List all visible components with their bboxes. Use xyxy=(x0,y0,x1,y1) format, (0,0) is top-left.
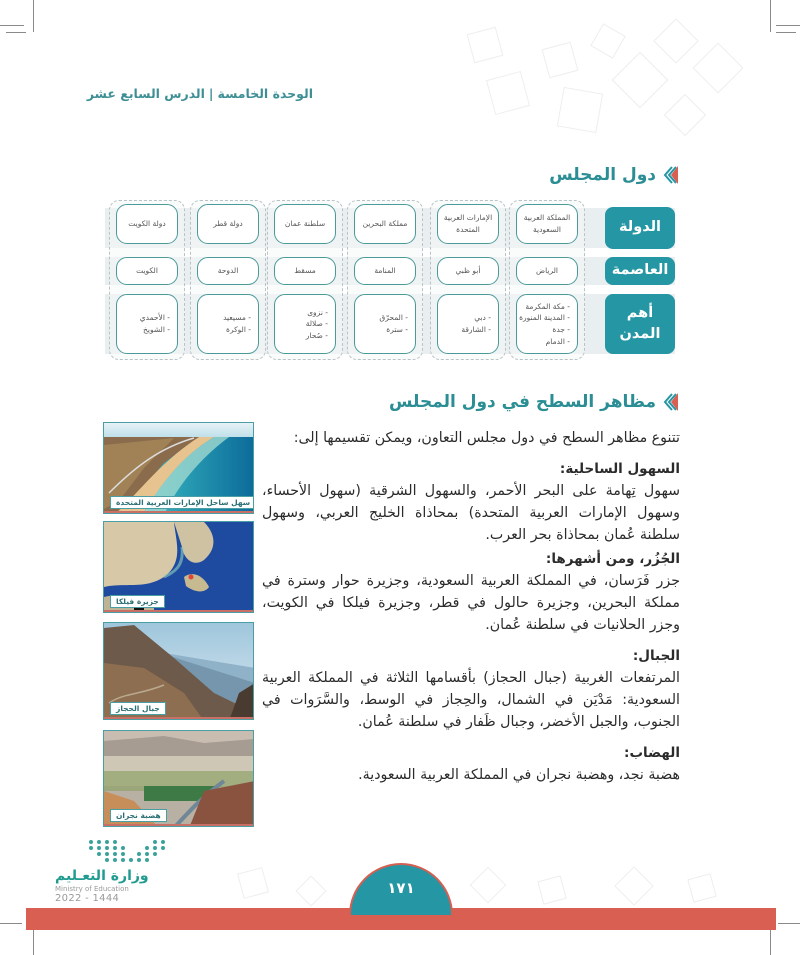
ministry-dots-emblem xyxy=(89,840,175,862)
ministry-logo xyxy=(55,840,175,904)
emblem-dot xyxy=(97,852,101,856)
crop-mark xyxy=(778,923,800,924)
emblem-dot xyxy=(145,852,149,856)
country-cell: سلطنة عمان xyxy=(274,204,336,244)
emblem-dot xyxy=(169,852,173,856)
coastal-plain-photo xyxy=(103,422,254,514)
emblem-dot xyxy=(137,846,141,850)
emblem-dot xyxy=(129,846,133,850)
lesson-label: الدرس السابع عشر xyxy=(86,86,205,101)
surface-section-title xyxy=(389,392,678,412)
capital-cell: أبو ظبي xyxy=(437,257,499,285)
city-item: - الوكرة xyxy=(226,325,251,334)
cities-cell xyxy=(116,294,178,354)
ministry-name-en: Ministry of Education xyxy=(55,885,129,893)
running-header xyxy=(86,86,313,101)
emblem-dot xyxy=(105,858,109,862)
emblem-dot xyxy=(89,840,93,844)
cities-cell xyxy=(197,294,259,354)
city-item: - الشارقة xyxy=(461,325,491,334)
city-item: - دبي xyxy=(474,313,491,323)
country-cell: الإمارات العربية المتحدة xyxy=(437,204,499,244)
emblem-dot xyxy=(169,846,173,850)
emblem-dot xyxy=(137,858,141,862)
emblem-dot xyxy=(153,852,157,856)
header-separator: | xyxy=(208,86,214,101)
page-number: ١٧١ xyxy=(387,879,415,897)
emblem-dot xyxy=(97,858,101,862)
emblem-dot xyxy=(105,840,109,844)
city-item: - صُحار xyxy=(305,330,328,340)
emblem-dot xyxy=(145,858,149,862)
emblem-dot xyxy=(105,846,109,850)
capital-cell: الدوحة xyxy=(197,257,259,285)
emblem-dot xyxy=(105,852,109,856)
emblem-dot xyxy=(113,840,117,844)
city-item: - الشويخ xyxy=(143,325,170,334)
emblem-dot xyxy=(113,846,117,850)
city-item: - مكة المكرمة xyxy=(525,301,570,311)
crop-mark xyxy=(0,25,24,26)
photo-accent xyxy=(104,717,253,719)
paragraph-coastal-plains: سهول تِهامة على البحر الأحمر، والسهول الشرقية (سهول الأحساء، وسهول الإمارات العربية المتحدة) بمحاذاة الخليج العربي، وسهول سلطنة عُمان بمحاذاة بحر العرب. xyxy=(262,483,680,543)
emblem-dot xyxy=(129,852,133,856)
gcc-title-text: دول المجلس xyxy=(549,165,656,185)
emblem-dot xyxy=(137,852,141,856)
photo-accent xyxy=(104,824,253,826)
cities-cell xyxy=(516,294,578,354)
city-item: - صلالة xyxy=(305,319,328,329)
row-header-country: الدولة xyxy=(605,207,675,249)
emblem-dot xyxy=(161,840,165,844)
surface-body xyxy=(262,427,680,786)
paragraph-plateaus: هضبة نجد، وهضبة نجران في المملكة العربية السعودية. xyxy=(358,767,680,783)
unit-label: الوحدة الخامسة xyxy=(217,86,313,101)
city-item: - الأحمدي xyxy=(139,313,170,323)
emblem-dot xyxy=(169,840,173,844)
crop-mark xyxy=(776,32,796,33)
crop-mark xyxy=(770,930,771,955)
page-number-badge xyxy=(349,863,453,915)
row-header-cities: أهم المدن xyxy=(605,294,675,354)
emblem-dot xyxy=(121,858,125,862)
emblem-dot xyxy=(145,846,149,850)
emblem-dot xyxy=(137,840,141,844)
cities-cell xyxy=(354,294,416,354)
capital-cell: الرياض xyxy=(516,257,578,285)
capital-cell: المنامة xyxy=(354,257,416,285)
emblem-dot xyxy=(89,852,93,856)
emblem-dot xyxy=(97,846,101,850)
heading-coastal-plains: السهول الساحلية: xyxy=(559,461,680,477)
double-chevron-left-icon xyxy=(662,393,678,411)
emblem-dot xyxy=(153,840,157,844)
crop-mark xyxy=(776,25,800,26)
island-map-photo xyxy=(103,521,254,613)
emblem-dot xyxy=(97,840,101,844)
emblem-dot xyxy=(129,858,133,862)
city-item: - جدة xyxy=(552,325,570,334)
emblem-dot xyxy=(121,840,125,844)
cities-cell xyxy=(437,294,499,354)
paragraph-mountains: المرتفعات الغربية (جبال الحجاز) بأقسامها الثلاثة في المملكة العربية السعودية: مَدْيَن في الشمال، والحِجاز في الوسط، والسَّرَوات في الجنوب، والجبل الأخضر، وجبال ظَفار في سلطنة عُمان. xyxy=(262,670,680,730)
photo-caption: جبال الحجاز xyxy=(110,702,166,715)
city-item: - نزوى xyxy=(307,307,328,317)
emblem-dot xyxy=(129,840,133,844)
photo-accent xyxy=(104,511,253,513)
crop-mark xyxy=(6,32,26,33)
emblem-dot xyxy=(161,858,165,862)
city-item: - مسيعيد xyxy=(223,313,251,323)
emblem-dot xyxy=(121,846,125,850)
surface-title-text: مظاهر السطح في دول المجلس xyxy=(388,392,656,412)
heading-plateaus: الهضاب: xyxy=(624,745,680,761)
emblem-dot xyxy=(113,852,117,856)
capital-cell: الكويت xyxy=(116,257,178,285)
country-cell: مملكة البحرين xyxy=(354,204,416,244)
photo-caption: هضبة نجران xyxy=(110,809,167,822)
plateau-photo xyxy=(103,730,254,827)
row-header-capital: العاصمة xyxy=(605,257,675,285)
country-cell: دولة قطر xyxy=(197,204,259,244)
photo-caption: جزيرة فيلكا xyxy=(110,595,165,608)
city-item: - الدمام xyxy=(545,336,570,346)
emblem-dot xyxy=(161,852,165,856)
intro-paragraph: تتنوع مظاهر السطح في دول مجلس التعاون، ويمكن تقسيمها إلى: xyxy=(293,430,680,446)
emblem-dot xyxy=(113,858,117,862)
emblem-dot xyxy=(89,858,93,862)
mountains-photo xyxy=(103,622,254,720)
ministry-name-ar: وزارة التعـليم xyxy=(55,868,149,884)
crop-mark xyxy=(0,923,22,924)
photo-caption: سهل ساحل الإمارات العربية المتحدة xyxy=(110,496,254,509)
country-cell: دولة الكويت xyxy=(116,204,178,244)
emblem-dot xyxy=(121,852,125,856)
double-chevron-left-icon xyxy=(662,166,678,184)
capital-cell: مسقط xyxy=(274,257,336,285)
country-cell: المملكة العربية السعودية xyxy=(516,204,578,244)
crop-mark xyxy=(770,0,771,32)
emblem-dot xyxy=(145,840,149,844)
heading-mountains: الجبال: xyxy=(632,648,680,664)
emblem-dot xyxy=(161,846,165,850)
paragraph-islands: جزر فَرَسان، في المملكة العربية السعودية، وجزيرة حوار وسترة في مملكة البحرين، وجزيرة حالول في قطر، وجزيرة فيلكا في الكويت، وجزر الحلانيات في سلطنة عُمان. xyxy=(262,573,680,633)
city-item: - المدينة المنورة xyxy=(519,313,570,323)
photo-accent xyxy=(104,610,253,612)
emblem-dot xyxy=(153,846,157,850)
city-item: - سترة xyxy=(386,325,408,334)
cities-cell xyxy=(274,294,336,354)
emblem-dot xyxy=(153,858,157,862)
edition-year: 2022 - 1444 xyxy=(55,893,120,904)
gcc-countries-table xyxy=(105,200,675,360)
crop-mark xyxy=(33,930,34,955)
emblem-dot xyxy=(89,846,93,850)
heading-islands: الجُزُر، ومن أشهرها: xyxy=(545,551,680,567)
crop-mark xyxy=(33,0,34,32)
city-item: - المحرّق xyxy=(379,313,408,323)
emblem-dot xyxy=(169,858,173,862)
gcc-section-title xyxy=(549,165,678,185)
